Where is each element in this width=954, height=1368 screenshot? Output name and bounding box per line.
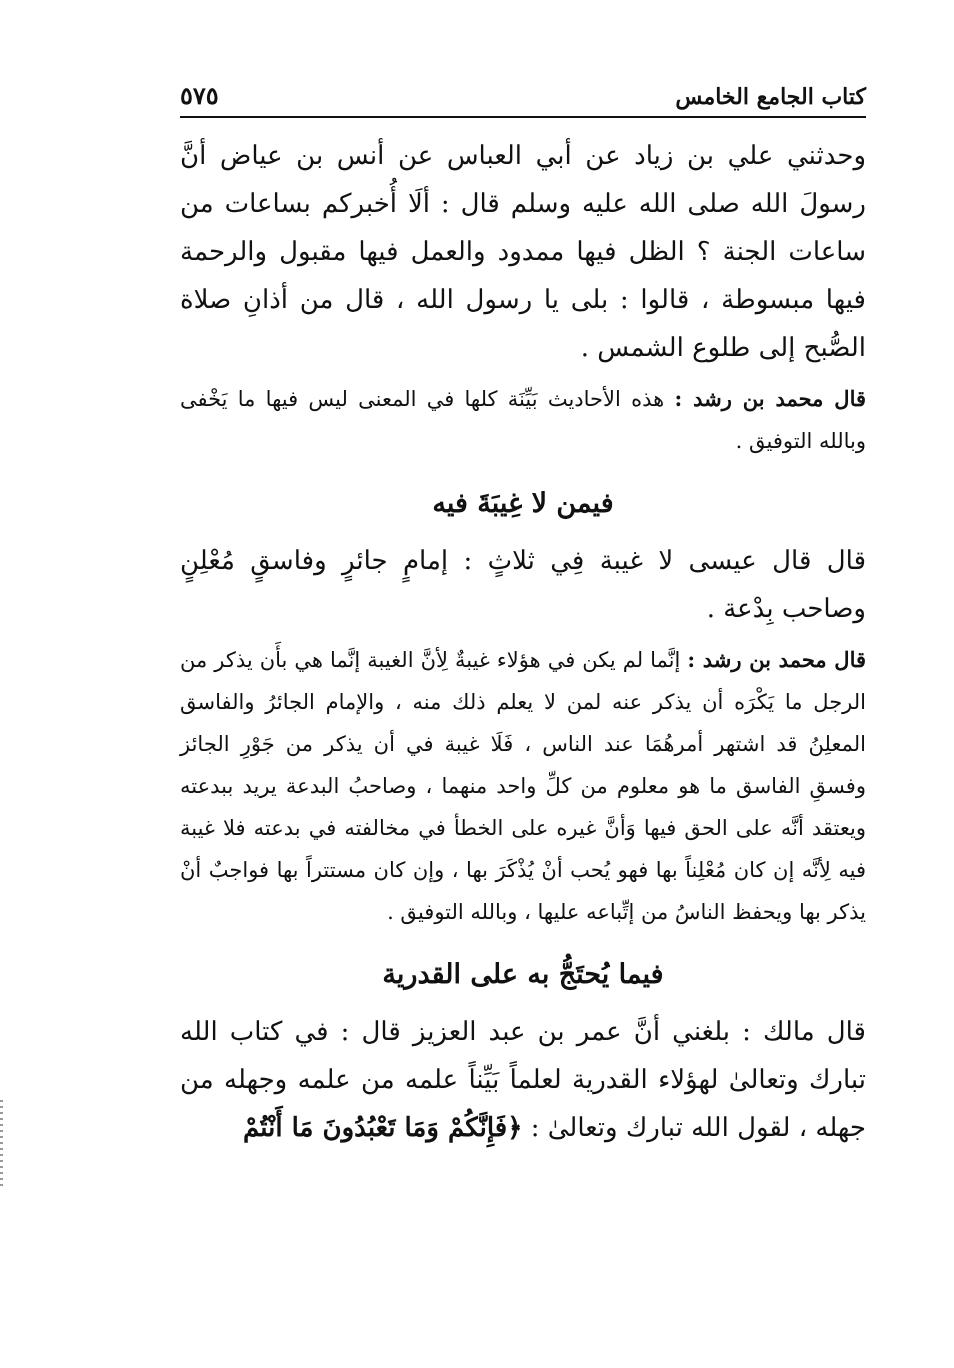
scan-edge [0, 1100, 3, 1190]
page-number: ٥٧٥ [180, 81, 219, 110]
running-header [180, 70, 866, 118]
paragraph-text: قال مالك : بلغني أنَّ عمر بن عبد العزيز قال : في كتاب الله تبارك وتعالىٰ لهؤلاء القدرية لعلماً بَيِّناً علمه من علمه وجهله من جهله ، لقول الله تبارك وتعالىٰ : [180, 1017, 866, 1143]
paragraph-text: هذه الأحاديث بَيِّنَة كلها في المعنى ليس فيها ما يَخْفى وبالله التوفيق . [180, 387, 866, 453]
speaker-name: قال محمد بن رشد : [674, 386, 867, 411]
paragraph-isa [180, 537, 866, 633]
running-title: كتاب الجامع الخامس [675, 84, 866, 110]
section-heading-1: فيمن لا غِيبَةَ فيه [432, 488, 614, 519]
paragraph-comment-2 [180, 639, 866, 933]
paragraph-hadith [180, 132, 866, 372]
paragraph-malik [180, 1008, 866, 1152]
speaker-name: قال محمد بن رشد : [687, 647, 867, 672]
quran-verse: ﴿فَإِنَّكُمْ وَمَا تَعْبُدُونَ مَا أَنْتُمْ [242, 1113, 523, 1143]
paragraph-text: قال قال عيسى لا غيبة فِي ثلاثٍ : إمامٍ جائرٍ وفاسقٍ مُعْلِنٍ وصاحب بِدْعة . [180, 546, 866, 624]
text-body [180, 132, 866, 1152]
paragraph-comment-1 [180, 378, 866, 462]
paragraph-text: وحدثني علي بن زياد عن أبي العباس عن أنس بن عياض أنَّ رسولَ الله صلى الله عليه وسلم قال : ألَا أُخبركم بساعات من ساعات الجنة ؟ الظل فيها ممدود والعمل فيها مقبول والرحمة فيها مبسوطة ، قالوا : بلى يا رسول الله ، قال من أذانِ صلاة الصُّبح إلى طلوع الشمس . [180, 141, 866, 363]
section-heading-2: فيما يُحتَجُّ به على القدرية [382, 959, 664, 990]
page [180, 70, 866, 1158]
paragraph-text: إنَّما لم يكن في هؤلاء غيبةٌ لِأنَّ الغيبة إنَّما هي بأَن يذكر من الرجل ما يَكْرَه أن يذكر عنه لمن لا يعلم ذلك منه ، والإمام الجائرُ والفاسق المعلِنُ قد اشتهر أمرهُمَا عند الناس ، فَلَا غيبة في أن يذكر من جَوْرِ الجائز وفسقِ الفاسق ما هو معلوم من كلِّ واحد منهما ، وصاحبُ البدعة يريد ببدعته ويعتقد أنَّه على الحق فيها وَأنَّ غيره على الخطأ في مخالفته في بدعته فلا غيبة فيه لِأنَّه إن كان مُعْلِناً بها فهو يُحب أنْ يُذْكَرَ بها ، وإن كان مستتراً بها فواجبٌ أنْ يذكر بها ويحفظ الناسُ من إتِّباعه عليها ، وبالله التوفيق . [180, 648, 866, 924]
